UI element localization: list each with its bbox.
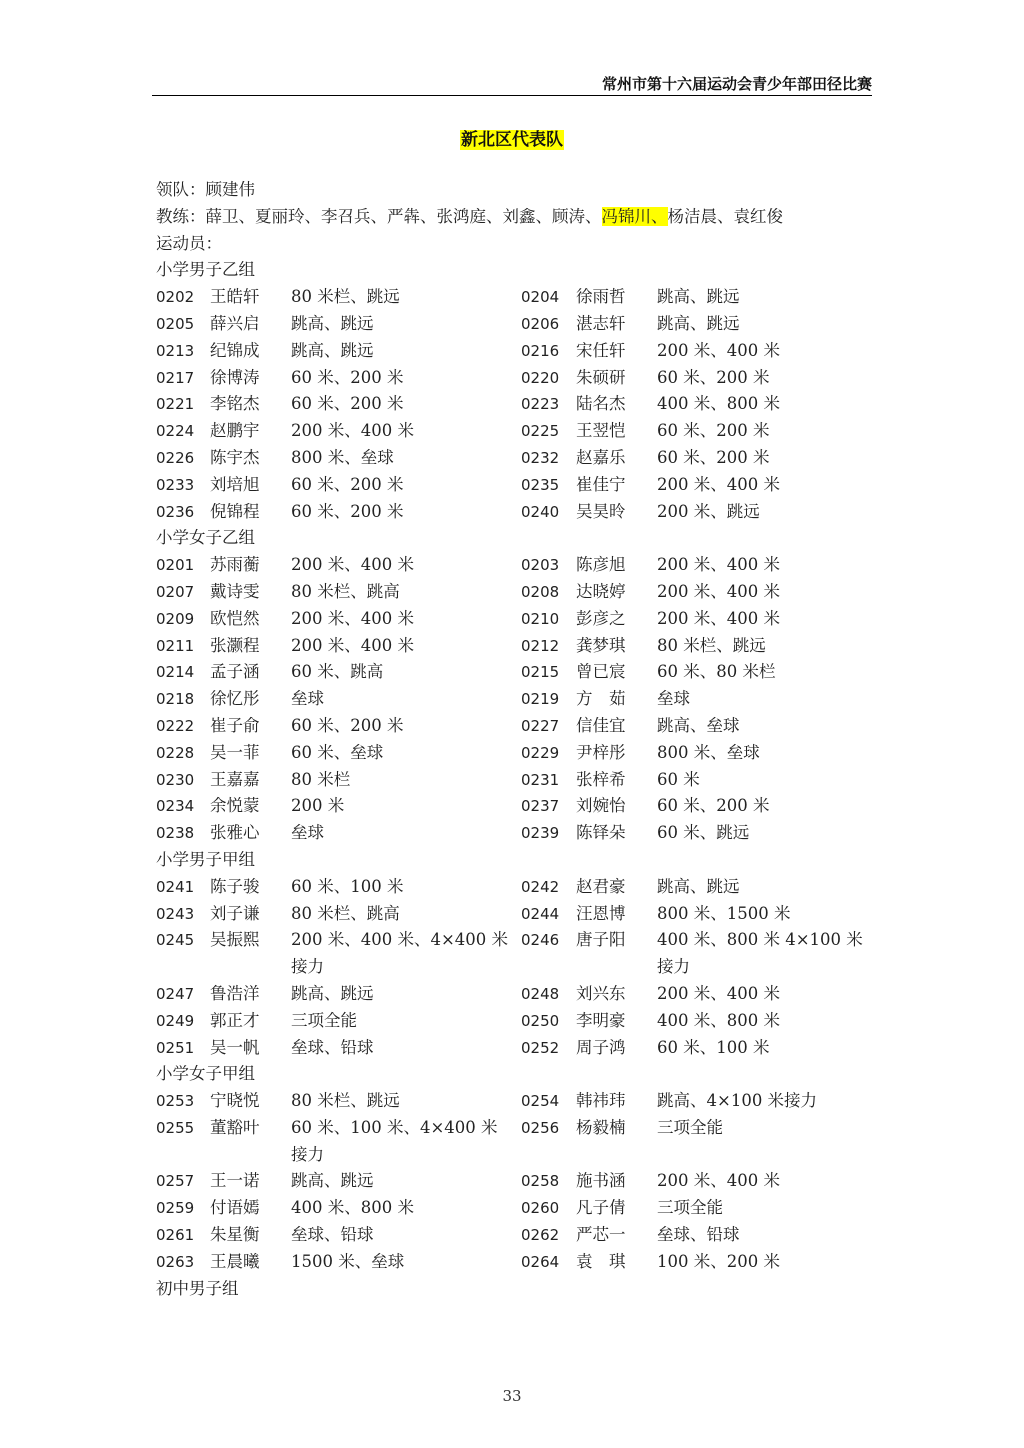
athlete-events: 垒球、铅球 (291, 1037, 374, 1057)
athlete-number: 0205 (156, 314, 195, 333)
athlete-events: 800 米、垒球 (291, 447, 394, 467)
athlete-events: 80 米栏、跳高 (291, 581, 400, 601)
athlete-row (156, 927, 876, 981)
athlete-row (156, 767, 876, 794)
athlete-name: 赵君豪 (576, 876, 626, 896)
athlete-row (156, 1008, 876, 1035)
athlete-name: 王皓轩 (210, 287, 260, 307)
athlete-events: 跳高、跳远 (657, 313, 740, 333)
athlete-events: 200 米、400 米 (657, 983, 780, 1003)
athlete-number: 0226 (156, 448, 195, 467)
athlete-name: 王一诺 (210, 1171, 260, 1191)
athlete-name: 朱星衡 (210, 1225, 260, 1245)
athlete-name: 湛志轩 (576, 313, 626, 333)
athlete-row (156, 1088, 876, 1115)
athlete-number: 0259 (156, 1199, 195, 1218)
athlete-name: 曾已宸 (576, 662, 626, 682)
athlete-row (156, 820, 876, 847)
athlete-number: 0241 (156, 877, 195, 896)
athlete-number: 0238 (156, 824, 195, 843)
athlete-number: 0257 (156, 1172, 195, 1191)
athlete-row (156, 365, 876, 392)
athlete-events: 100 米、200 米 (657, 1251, 780, 1271)
athlete-name: 信佳宜 (576, 715, 626, 735)
athlete-number: 0235 (521, 475, 560, 494)
athlete-number: 0227 (521, 716, 560, 735)
athlete-row (156, 793, 876, 820)
athlete-number: 0219 (521, 690, 560, 709)
athlete-events: 60 米、200 米 (291, 501, 404, 521)
athlete-name: 倪锦程 (210, 501, 260, 521)
athlete-number: 0258 (521, 1172, 560, 1191)
athlete-row (156, 499, 876, 526)
athlete-number: 0260 (521, 1199, 560, 1218)
athlete-row (156, 1195, 876, 1222)
athlete-events: 跳高、跳远 (657, 287, 740, 307)
athlete-row (156, 472, 876, 499)
athlete-number: 0230 (156, 770, 195, 789)
athlete-row (156, 1249, 876, 1276)
page-number: 33 (502, 1387, 522, 1405)
athlete-name: 郭正才 (210, 1010, 260, 1030)
athlete-number: 0252 (521, 1038, 560, 1057)
athlete-name: 张雅心 (210, 823, 260, 843)
athlete-number: 0237 (521, 797, 560, 816)
athlete-name: 陈子骏 (210, 876, 260, 896)
athlete-events: 三项全能 (657, 1117, 723, 1137)
athlete-events: 跳高、垒球 (657, 715, 740, 735)
athlete-row (156, 740, 876, 767)
athlete-name: 陈宇杰 (210, 447, 260, 467)
athlete-events: 200 米、400 米 (291, 608, 414, 628)
athlete-events: 80 米栏 (291, 769, 351, 789)
athlete-events: 200 米、400 米 (657, 608, 780, 628)
athlete-name: 吴振熙 (210, 930, 260, 950)
athlete-name: 王嘉嘉 (210, 769, 260, 789)
athlete-name: 孟子涵 (210, 662, 260, 682)
athlete-number: 0240 (521, 502, 560, 521)
athlete-number: 0247 (156, 984, 195, 1003)
athlete-name: 崔佳宁 (576, 474, 626, 494)
athlete-events: 800 米、1500 米 (657, 903, 791, 923)
athlete-number: 0244 (521, 904, 560, 923)
athlete-number: 0249 (156, 1011, 195, 1030)
athletes-label: 运动员： (156, 233, 222, 253)
athlete-name: 苏雨蘅 (210, 555, 260, 575)
athlete-number: 0210 (521, 609, 560, 628)
athlete-row (156, 606, 876, 633)
athlete-events: 60 米、100 米、4×400 米接力 (291, 1117, 498, 1164)
group-heading: 小学女子乙组 (156, 528, 255, 548)
group-heading: 初中男子组 (156, 1278, 239, 1298)
athlete-name: 陈彦旭 (576, 555, 626, 575)
athlete-number: 0202 (156, 288, 195, 307)
athlete-name: 周子鸿 (576, 1037, 626, 1057)
page-header-title: 常州市第十六届运动会青少年部田径比赛 (601, 75, 872, 93)
athlete-number: 0223 (521, 395, 560, 414)
athlete-number: 0239 (521, 824, 560, 843)
athlete-number: 0234 (156, 797, 195, 816)
athlete-events: 三项全能 (291, 1010, 357, 1030)
athlete-name: 杨毅楠 (576, 1117, 626, 1137)
athlete-number: 0214 (156, 663, 195, 682)
athlete-number: 0254 (521, 1092, 560, 1111)
athlete-name: 严芯一 (576, 1225, 626, 1245)
athlete-name: 吴一帆 (210, 1037, 260, 1057)
athlete-events: 200 米、400 米 (291, 421, 414, 441)
athlete-number: 0245 (156, 931, 195, 950)
athlete-events: 60 米、100 米 (657, 1037, 770, 1057)
athlete-name: 宁晓悦 (210, 1091, 260, 1111)
athlete-number: 0220 (521, 368, 560, 387)
athlete-row (156, 1035, 876, 1062)
coach-highlighted-name: 冯锦川、 (601, 206, 668, 226)
athlete-row (156, 579, 876, 606)
athlete-name: 陆名杰 (576, 394, 626, 414)
athlete-name: 达晓婷 (576, 581, 626, 601)
athlete-events: 1500 米、垒球 (291, 1251, 405, 1271)
athlete-events: 200 米 (291, 796, 345, 816)
athlete-events: 800 米、垒球 (657, 742, 760, 762)
coach-line (156, 204, 876, 231)
leader-line: 领队：顾建伟 (156, 180, 255, 199)
athlete-events: 60 米、80 米栏 (657, 662, 776, 682)
athlete-events: 60 米、200 米 (291, 715, 404, 735)
athlete-name: 陈铎朵 (576, 823, 626, 843)
athlete-number: 0211 (156, 636, 195, 655)
athlete-number: 0222 (156, 716, 195, 735)
athlete-events: 200 米、400 米 (291, 555, 414, 575)
athlete-name: 刘子谦 (210, 903, 260, 923)
athlete-row (156, 901, 876, 928)
athlete-name: 彭彦之 (576, 608, 626, 628)
athlete-name: 崔子俞 (210, 715, 260, 735)
athlete-name: 韩祎玮 (576, 1091, 626, 1111)
athlete-events: 垒球 (291, 823, 324, 843)
athlete-events: 60 米、200 米 (291, 474, 404, 494)
athlete-name: 凡子倩 (576, 1198, 626, 1218)
team-title-text: 新北区代表队 (461, 130, 563, 150)
athlete-name: 龚梦琪 (576, 635, 626, 655)
athlete-number: 0262 (521, 1226, 560, 1245)
athlete-number: 0228 (156, 743, 195, 762)
athlete-number: 0250 (521, 1011, 560, 1030)
athlete-name: 鲁浩洋 (210, 983, 260, 1003)
athlete-row (156, 713, 876, 740)
athlete-name: 戴诗雯 (210, 581, 260, 601)
athlete-events: 200 米、400 米 (657, 581, 780, 601)
athlete-events: 跳高、跳远 (291, 983, 374, 1003)
athlete-events: 60 米、200 米 (657, 447, 770, 467)
athlete-events: 80 米栏、跳远 (291, 1091, 400, 1111)
athlete-name: 欧恺然 (210, 608, 260, 628)
athlete-name: 刘兴东 (576, 983, 626, 1003)
athlete-name: 刘培旭 (210, 474, 260, 494)
athlete-name: 张梓希 (576, 769, 626, 789)
athlete-number: 0248 (521, 984, 560, 1003)
athlete-row (156, 552, 876, 579)
athlete-number: 0256 (521, 1118, 560, 1137)
athlete-number: 0213 (156, 341, 195, 360)
athlete-number: 0221 (156, 395, 195, 414)
athlete-number: 0215 (521, 663, 560, 682)
athlete-row (156, 1222, 876, 1249)
header-rule (152, 95, 872, 96)
athlete-events: 60 米、200 米 (657, 421, 770, 441)
athlete-number: 0255 (156, 1118, 195, 1137)
athlete-number: 0209 (156, 609, 195, 628)
athlete-name: 尹梓彤 (576, 742, 626, 762)
athlete-number: 0218 (156, 690, 195, 709)
athlete-number: 0264 (521, 1252, 560, 1271)
athlete-name: 王晨曦 (210, 1251, 260, 1271)
athlete-number: 0233 (156, 475, 195, 494)
athlete-events: 60 米、垒球 (291, 742, 384, 762)
athlete-events: 200 米、400 米 (291, 635, 414, 655)
athlete-name: 赵嘉乐 (576, 447, 626, 467)
athlete-events: 60 米、200 米 (657, 367, 770, 387)
athlete-name: 方 茹 (576, 689, 626, 709)
athlete-events: 60 米 (657, 769, 700, 789)
athlete-events: 400 米、800 米 (657, 1010, 780, 1030)
athlete-events: 跳高、跳远 (291, 1171, 374, 1191)
athlete-events: 200 米、400 米 (657, 340, 780, 360)
athlete-name: 徐博涛 (210, 367, 260, 387)
athlete-row (156, 445, 876, 472)
athlete-name: 王翌恺 (576, 421, 626, 441)
athlete-name: 朱硕研 (576, 367, 626, 387)
athlete-row (156, 633, 876, 660)
athlete-events: 400 米、800 米 (657, 394, 780, 414)
athlete-name: 徐雨哲 (576, 287, 626, 307)
athlete-number: 0208 (521, 582, 560, 601)
athlete-events: 垒球、铅球 (657, 1225, 740, 1245)
athlete-events: 垒球 (657, 689, 690, 709)
group-heading: 小学女子甲组 (156, 1064, 255, 1084)
athlete-name: 施书涵 (576, 1171, 626, 1191)
athlete-name: 纪锦成 (210, 340, 260, 360)
athlete-row (156, 1168, 876, 1195)
athlete-events: 200 米、400 米、4×400 米接力 (291, 930, 509, 977)
athlete-events: 60 米、100 米 (291, 876, 404, 896)
athlete-number: 0201 (156, 556, 195, 575)
athlete-name: 宋任轩 (576, 340, 626, 360)
athlete-events: 60 米、跳远 (657, 823, 750, 843)
athlete-name: 吴一菲 (210, 742, 260, 762)
group-heading: 小学男子甲组 (156, 849, 255, 869)
athlete-number: 0246 (521, 931, 560, 950)
athlete-events: 80 米栏、跳远 (657, 635, 766, 655)
athlete-row (156, 418, 876, 445)
athlete-name: 吴昊昤 (576, 501, 626, 521)
athlete-events: 60 米、200 米 (291, 394, 404, 414)
group-heading: 小学男子乙组 (156, 260, 255, 280)
athlete-events: 400 米、800 米 4×100 米接力 (657, 930, 863, 977)
athlete-name: 余悦蒙 (210, 796, 260, 816)
athlete-events: 80 米栏、跳高 (291, 903, 400, 923)
athlete-name: 唐子阳 (576, 930, 626, 950)
athlete-events: 跳高、跳远 (291, 313, 374, 333)
athlete-events: 200 米、跳远 (657, 501, 760, 521)
athlete-number: 0206 (521, 314, 560, 333)
athlete-name: 刘婉怡 (576, 796, 626, 816)
athlete-number: 0253 (156, 1092, 195, 1111)
athlete-name: 张灏程 (210, 635, 260, 655)
athlete-events: 200 米、400 米 (657, 474, 780, 494)
team-title (0, 125, 1024, 150)
athlete-events: 跳高、跳远 (657, 876, 740, 896)
athlete-number: 0231 (521, 770, 560, 789)
coach-names: 教练：薛卫、夏丽玲、李召兵、严犇、张鸿庭、刘鑫、顾涛、 (156, 206, 602, 226)
athlete-number: 0236 (156, 502, 195, 521)
athlete-events: 三项全能 (657, 1198, 723, 1218)
athlete-row (156, 659, 876, 686)
athlete-row (156, 391, 876, 418)
athlete-events: 垒球 (291, 689, 324, 709)
athlete-events: 跳高、4×100 米接力 (657, 1091, 818, 1111)
athlete-number: 0203 (521, 556, 560, 575)
athlete-name: 李铭杰 (210, 394, 260, 414)
athlete-events: 跳高、跳远 (291, 340, 374, 360)
athlete-row (156, 874, 876, 901)
athlete-number: 0263 (156, 1252, 195, 1271)
athlete-name: 薛兴启 (210, 313, 260, 333)
coach-names-rest: 杨洁晨、袁红俊 (667, 206, 783, 226)
athlete-number: 0224 (156, 422, 195, 441)
athlete-number: 0261 (156, 1226, 195, 1245)
athlete-number: 0225 (521, 422, 560, 441)
athlete-row (156, 338, 876, 365)
athlete-name: 徐忆彤 (210, 689, 260, 709)
athlete-events: 200 米、400 米 (657, 555, 780, 575)
athlete-name: 李明豪 (576, 1010, 626, 1030)
athlete-number: 0216 (521, 341, 560, 360)
athlete-row (156, 1115, 876, 1169)
athlete-number: 0251 (156, 1038, 195, 1057)
athlete-number: 0229 (521, 743, 560, 762)
athlete-number: 0217 (156, 368, 195, 387)
roster-content (156, 177, 876, 1302)
athlete-row (156, 284, 876, 311)
athlete-number: 0207 (156, 582, 195, 601)
athlete-name: 董豁叶 (210, 1117, 260, 1137)
athlete-name: 付语嫣 (210, 1198, 260, 1218)
athlete-events: 60 米、200 米 (291, 367, 404, 387)
athlete-name: 袁 琪 (576, 1251, 626, 1271)
athlete-events: 垒球、铅球 (291, 1225, 374, 1245)
athlete-row (156, 311, 876, 338)
athlete-number: 0212 (521, 636, 560, 655)
athlete-name: 汪恩博 (576, 903, 626, 923)
athlete-events: 80 米栏、跳远 (291, 287, 400, 307)
athlete-number: 0242 (521, 877, 560, 896)
athlete-row (156, 686, 876, 713)
athlete-events: 60 米、200 米 (657, 796, 770, 816)
athlete-events: 60 米、跳高 (291, 662, 384, 682)
athlete-row (156, 981, 876, 1008)
athlete-events: 200 米、400 米 (657, 1171, 780, 1191)
athlete-name: 赵鹏宇 (210, 421, 260, 441)
athlete-events: 400 米、800 米 (291, 1198, 414, 1218)
athlete-number: 0232 (521, 448, 560, 467)
athlete-number: 0204 (521, 288, 560, 307)
athlete-number: 0243 (156, 904, 195, 923)
